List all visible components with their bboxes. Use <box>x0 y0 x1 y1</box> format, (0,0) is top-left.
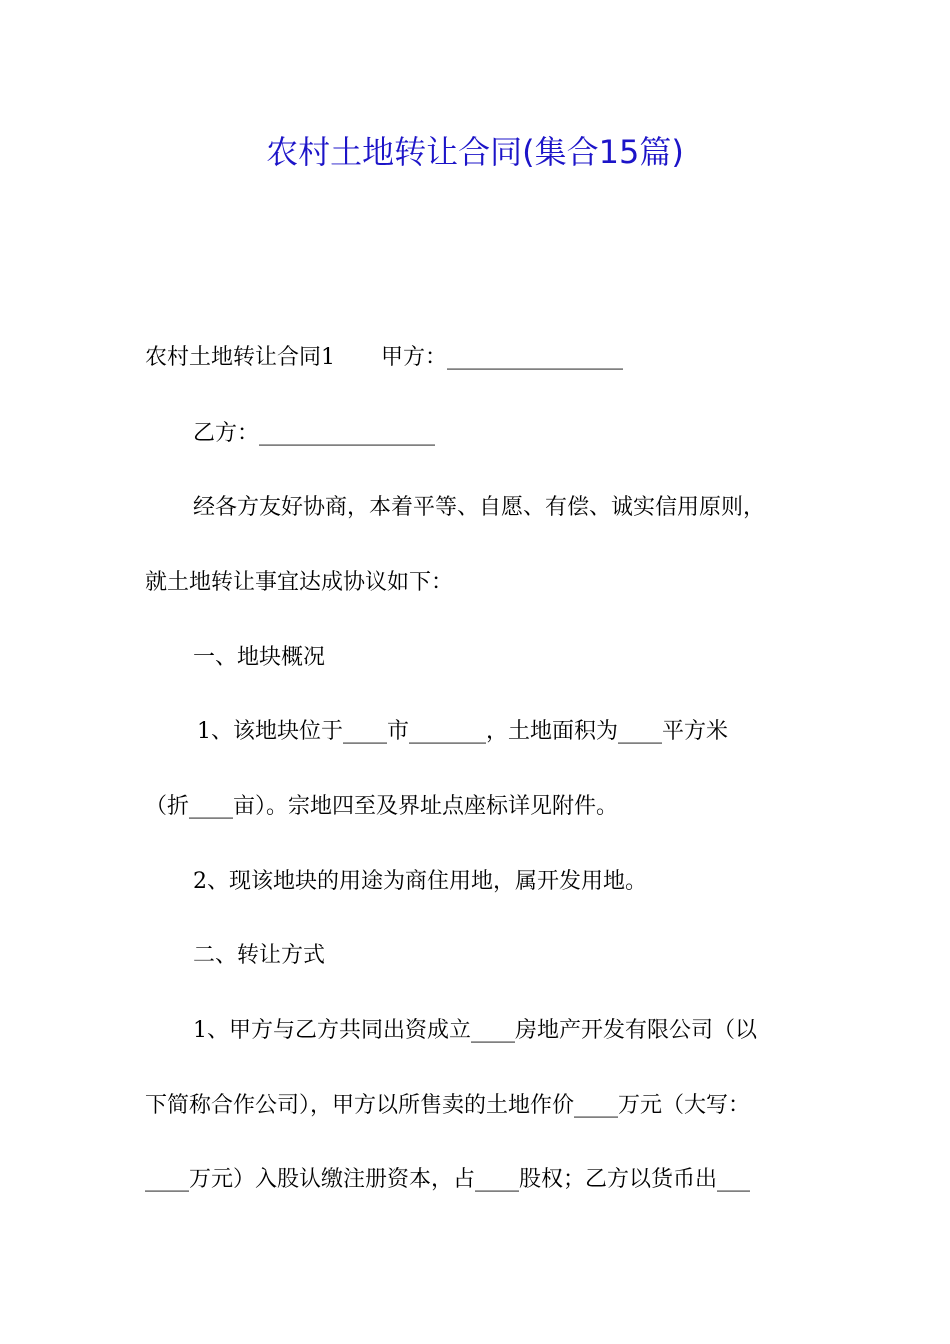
contract-heading-line <box>145 340 845 376</box>
body-paragraph-line: 就土地转让事宜达成协议如下： <box>145 570 454 595</box>
clause-line: 2、现该地块的用途为商住用地，属开发用地。 <box>193 869 647 894</box>
section-heading: 二、转让方式 <box>193 943 326 968</box>
contract-subtitle: 农村土地转让合同1 <box>145 345 335 370</box>
clause-line: 1、该地块位于____市_______，土地面积为____平方米 <box>197 719 728 744</box>
document-title: 农村土地转让合同(集合15篇) <box>266 133 684 171</box>
clause-line: ____万元）入股认缴注册资本，占____股权；乙方以货币出___ <box>145 1167 751 1192</box>
party-a-field: 甲方：________________ <box>381 345 624 370</box>
clause-line: 下简称合作公司），甲方以所售卖的土地作价____万元（大写： <box>145 1093 751 1118</box>
clause-line: （折____亩）。宗地四至及界址点座标详见附件。 <box>145 794 619 819</box>
party-b-field: 乙方：________________ <box>193 421 436 446</box>
clause-line: 1、甲方与乙方共同出资成立____房地产开发有限公司（以 <box>193 1018 757 1043</box>
section-heading: 一、地块概况 <box>193 645 326 670</box>
body-paragraph-line: 经各方友好协商，本着平等、自愿、有偿、诚实信用原则， <box>193 495 766 520</box>
